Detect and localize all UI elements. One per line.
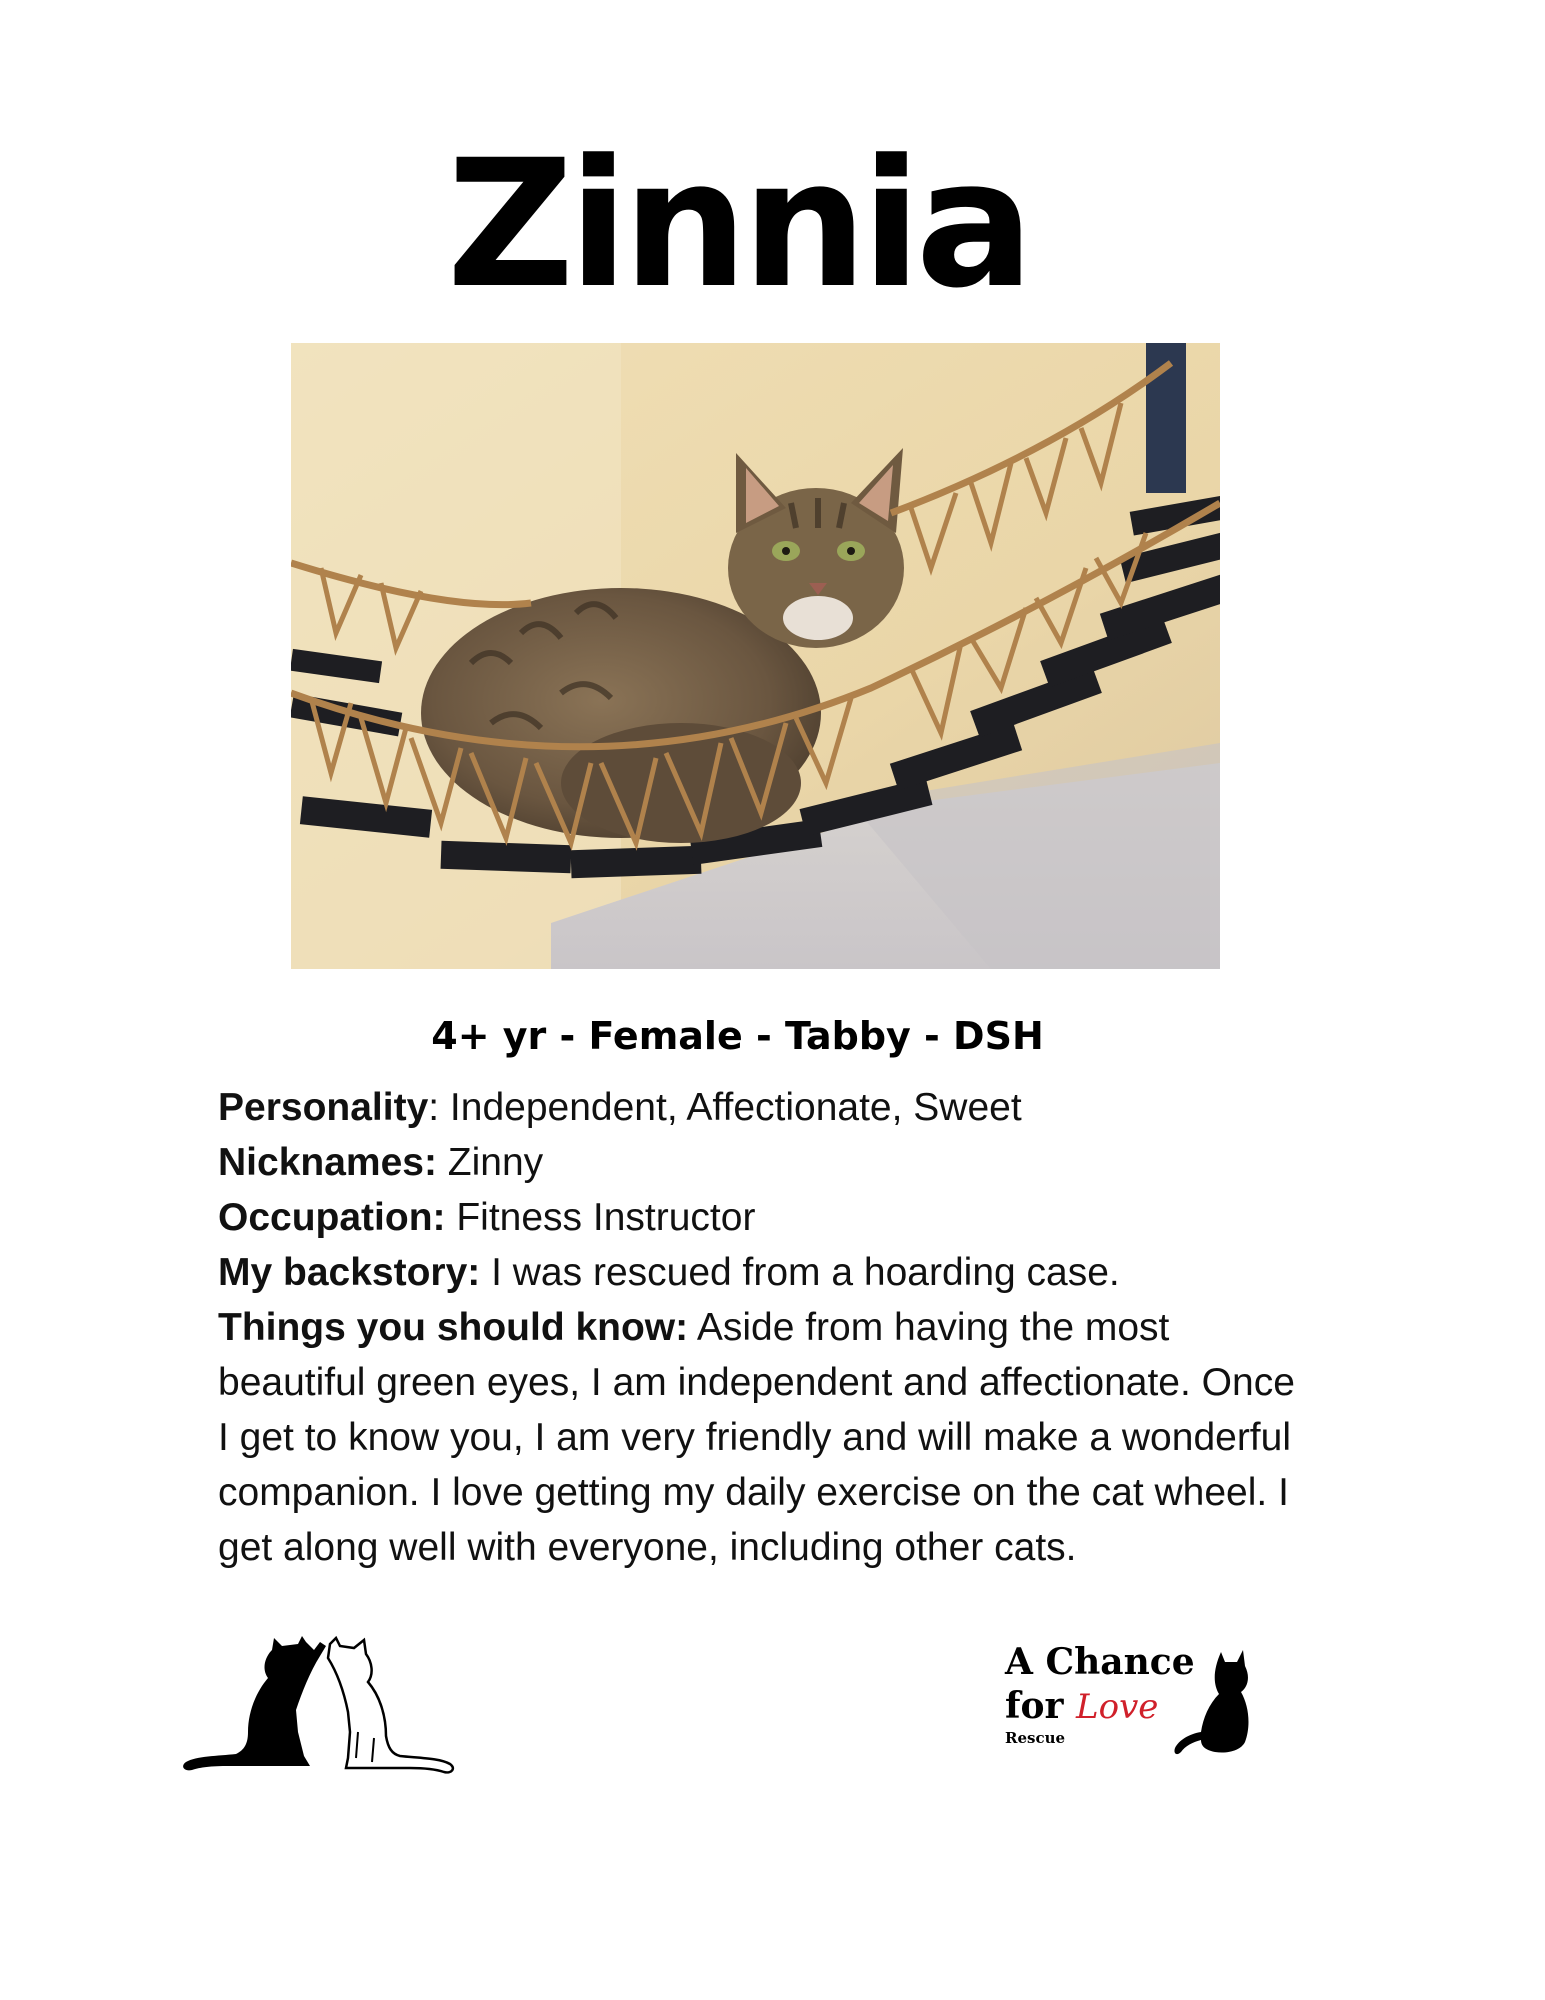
nicknames-row	[218, 1135, 1308, 1190]
occupation-row	[218, 1190, 1308, 1245]
nicknames-label: Nicknames:	[218, 1141, 437, 1184]
personality-row	[218, 1080, 1308, 1135]
a-chance-for-love-rescue-logo	[1005, 1640, 1275, 1760]
pet-details	[218, 1080, 1308, 1575]
logo-for: for	[1005, 1685, 1064, 1727]
occupation-label: Occupation:	[218, 1196, 446, 1239]
backstory-value: I was rescued from a hoarding case.	[480, 1251, 1120, 1294]
personality-value: : Independent, Affectionate, Sweet	[428, 1086, 1022, 1129]
high-five-cats-icon	[178, 1632, 483, 1780]
things-to-know-value: Aside from having the most beautiful green eyes, I am independent and affectionate. Once I get to know you, I am very friendly and will make a wonderful companion. I love getting my daily exercise on the cat wheel. I get along well with everyone, including other cats.	[218, 1306, 1295, 1569]
logo-line-a-chance: A Chance	[1005, 1641, 1195, 1683]
nicknames-value: Zinny	[436, 1141, 544, 1184]
sitting-cat-icon	[1173, 1648, 1253, 1758]
cat-photo	[291, 343, 1220, 969]
logo-text	[1005, 1640, 1195, 1747]
logo-love: Love	[1076, 1687, 1159, 1727]
backstory-label: My backstory:	[218, 1251, 481, 1294]
things-to-know-row	[218, 1300, 1308, 1575]
personality-label: Personality	[218, 1086, 429, 1129]
occupation-value: Fitness Instructor	[445, 1196, 756, 1239]
logo-line-rescue: Rescue	[1005, 1729, 1066, 1747]
backstory-row	[218, 1245, 1308, 1300]
pet-name-heading: Zinnia	[446, 122, 1029, 327]
things-to-know-label: Things you should know:	[218, 1306, 689, 1349]
pet-summary: 4+ yr - Female - Tabby - DSH	[431, 1014, 1044, 1058]
logo-line-for-love	[1005, 1684, 1195, 1729]
